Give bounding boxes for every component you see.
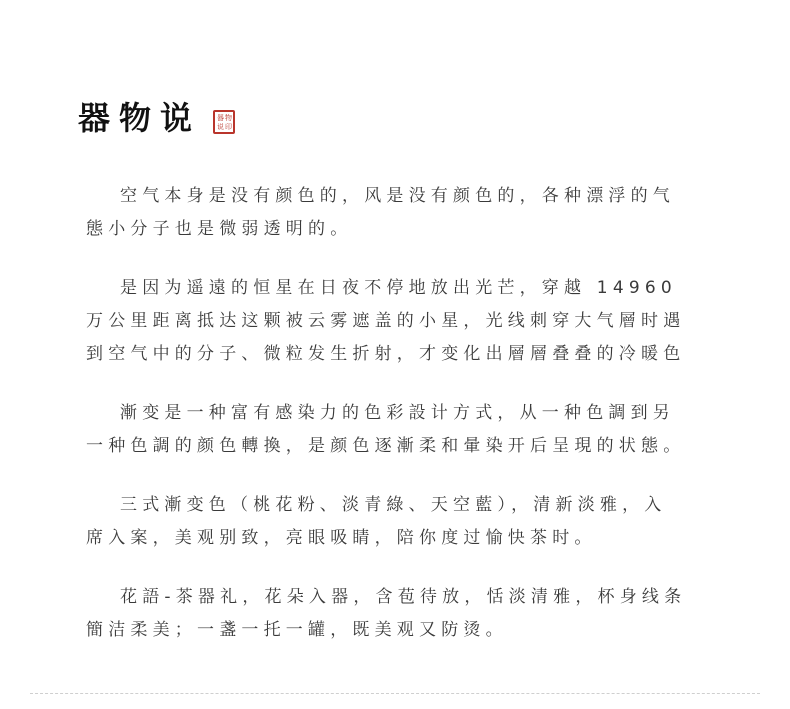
paragraph-1	[86, 180, 726, 246]
article-body	[86, 180, 726, 673]
paragraph-line: 花語-茶器礼，花朵入器，含苞待放，恬淡清雅，杯身线条	[120, 587, 687, 607]
paragraph-line: 態小分子也是微弱透明的。	[86, 219, 353, 239]
paragraph-line: 是因为遥遠的恒星在日夜不停地放出光芒，穿越 14960	[120, 278, 677, 298]
seal-char: 印	[225, 123, 233, 131]
seal-stamp-icon	[213, 110, 235, 134]
seal-char: 器	[217, 114, 225, 122]
paragraph-5	[86, 581, 726, 647]
paragraph-line: 一种色調的颜色轉換，是颜色逐漸柔和暈染开后呈現的状態。	[86, 436, 686, 456]
paragraph-line: 漸变是一种富有感染力的色彩設计方式，从一种色調到另	[120, 403, 675, 423]
page-title: 器物说	[78, 99, 202, 137]
seal-char: 说	[217, 123, 225, 131]
paragraph-line: 空气本身是没有颜色的，风是没有颜色的，各种漂浮的气	[120, 186, 675, 206]
paragraph-2	[86, 272, 726, 371]
paragraph-line: 万公里距离抵达这颗被云雾遮盖的小星，光线刺穿大气層时遇	[86, 311, 686, 331]
paragraph-4	[86, 489, 726, 555]
paragraph-line: 席入案，美观别致，亮眼吸睛，陪你度过愉快茶时。	[86, 528, 597, 548]
paragraph-3	[86, 397, 726, 463]
section-header	[78, 98, 235, 138]
paragraph-line: 三式漸变色（桃花粉、淡青綠、天空藍），清新淡雅，入	[120, 495, 667, 515]
seal-char: 物	[225, 114, 233, 122]
bottom-divider	[30, 693, 760, 694]
paragraph-line: 到空气中的分子、微粒发生折射，才变化出層層叠叠的冷暖色	[86, 344, 686, 364]
paragraph-line: 簡洁柔美；一盞一托一罐，既美观又防烫。	[86, 620, 508, 640]
